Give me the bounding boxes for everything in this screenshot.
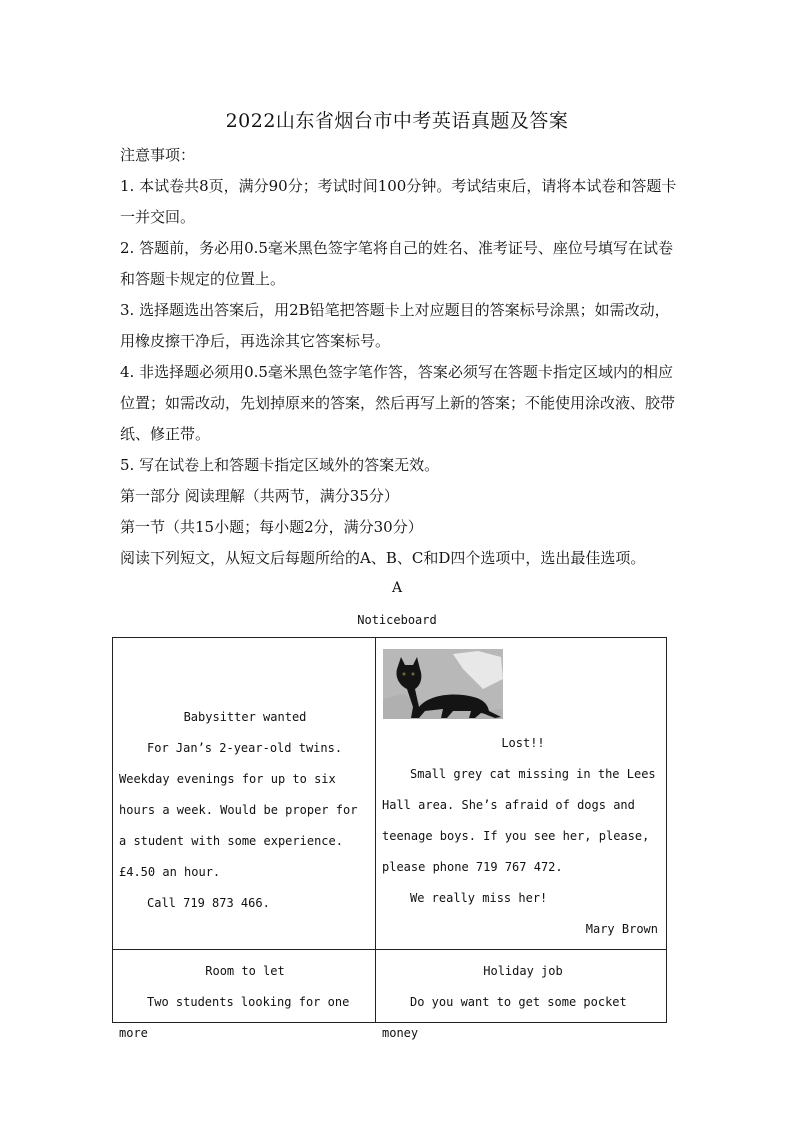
- part-heading: 第一部分 阅读理解（共两节，满分35分）: [120, 487, 399, 505]
- note-2: 2. 答题前，务必用0.5毫米黑色签字笔将自己的姓名、准考证号、座位号填写在试卷和答题卡规定的位置上。: [120, 239, 673, 288]
- ad-holiday-job: [382, 956, 664, 1049]
- ad-closing: We really miss her!: [410, 891, 548, 905]
- ad-signature: Mary Brown: [585, 922, 658, 936]
- ad-contact: Call 719 873 466.: [147, 896, 270, 910]
- noticeboard-title: Noticeboard: [357, 613, 437, 627]
- passage-label: A: [391, 580, 403, 596]
- table-divider-vertical: [375, 638, 376, 1022]
- ad-lost-cat: [382, 728, 664, 945]
- cat-photo: [383, 649, 503, 719]
- ad-heading: Room to let: [205, 964, 285, 978]
- ad-body: For Jan’s 2-year-old twins. Weekday evenings for up to six hours a week. Would be proper for a student with some experience. £4.50 an hour.: [119, 741, 358, 879]
- note-3: 3. 选择题选出答案后，用2B铅笔把答题卡上对应题目的答案标号涂黑；如需改动，用橡皮擦干净后，再选涂其它答案标号。: [120, 301, 670, 350]
- instruction: 阅读下列短文，从短文后每题所给的A、B、C和D四个选项中，选出最佳选项。: [120, 549, 646, 567]
- ad-body: Two students looking for one more: [119, 995, 350, 1040]
- ad-heading: Lost!!: [501, 736, 545, 750]
- table-divider-horizontal: [113, 949, 666, 950]
- note-1: 1. 本试卷共8页，满分90分；考试时间100分钟。考试结束后，请将本试卷和答题卡一并交回。: [120, 177, 677, 226]
- ad-heading: Holiday job: [483, 964, 563, 978]
- ad-body: Do you want to get some pocket money: [382, 995, 627, 1040]
- ad-body: Small grey cat missing in the Lees Hall area. She’s afraid of dogs and teenage boys. If you see her, please, please phone 719 767 472.: [382, 767, 656, 874]
- ad-room-to-let: [119, 956, 371, 1049]
- note-5: 5. 写在试卷上和答题卡指定区域外的答案无效。: [120, 456, 440, 474]
- page-title: 2022山东省烟台市中考英语真题及答案: [225, 110, 569, 132]
- ad-babysitter: [119, 702, 371, 919]
- section-heading: 第一节（共15小题；每小题2分，满分30分）: [120, 518, 423, 536]
- notes-heading: 注意事项：: [120, 146, 196, 164]
- note-4: 4. 非选择题必须用0.5毫米黑色签字笔作答，答案必须写在答题卡指定区域内的相应位置；如需改动，先划掉原来的答案，然后再写上新的答案；不能使用涂改液、胶带纸、修正带。: [120, 363, 676, 443]
- noticeboard-table: [112, 637, 667, 1040]
- ad-heading: Babysitter wanted: [183, 710, 307, 724]
